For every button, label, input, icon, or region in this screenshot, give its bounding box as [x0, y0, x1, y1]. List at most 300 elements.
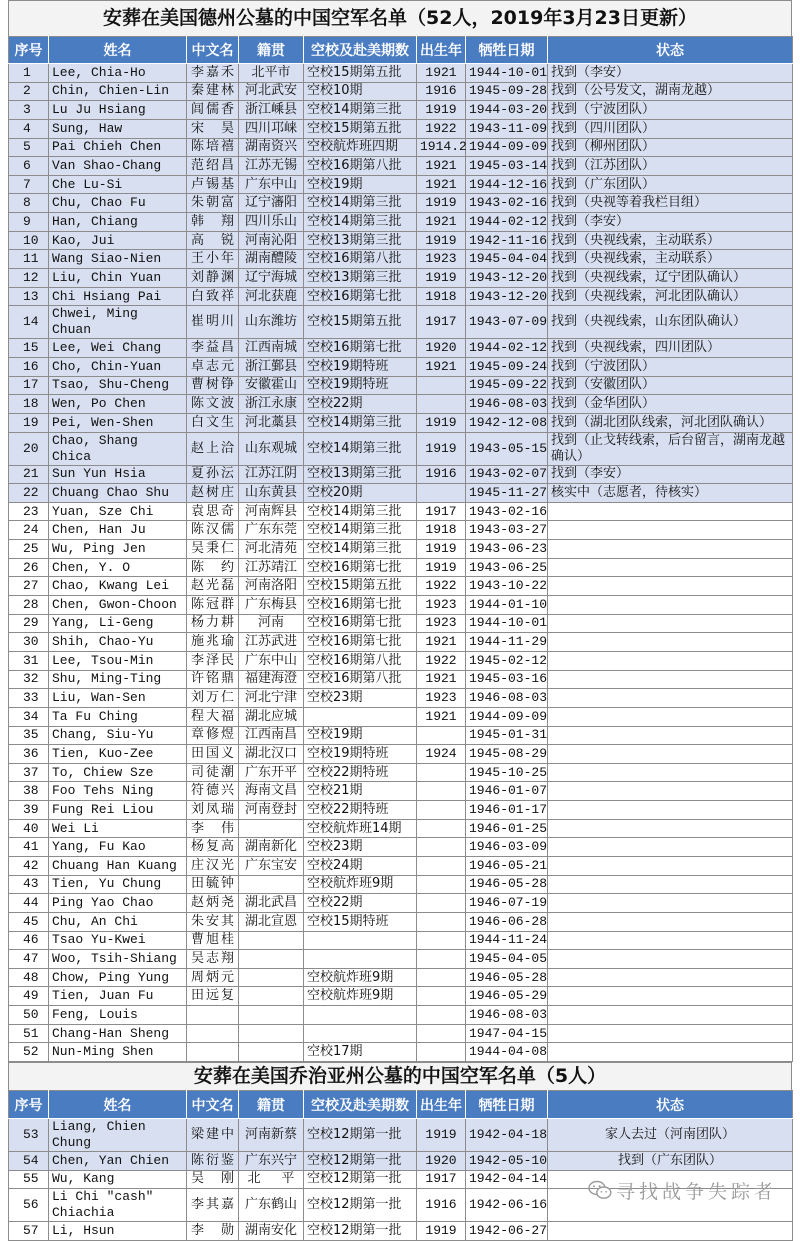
table-body [9, 64, 793, 1062]
romanized-name-cell: Lee, Chia-Ho [49, 64, 187, 83]
birth-year-cell [417, 782, 466, 801]
chinese-name-cell: 田国义 [187, 745, 239, 764]
academy-class-cell: 空校16期第七批 [304, 596, 417, 615]
academy-class-cell: 空校航炸班14期 [304, 819, 417, 838]
native-place-cell [239, 1043, 304, 1062]
romanized-name-cell: Yang, Fu Kao [49, 838, 187, 857]
native-place-cell: 湖南安化 [239, 1222, 304, 1241]
birth-year-cell: 1919 [417, 194, 466, 213]
table-row [9, 1006, 793, 1025]
native-place-cell: 江苏靖江 [239, 558, 304, 577]
status-cell: 找到（止戈转线索，后台留言，湖南龙越确认） [548, 432, 793, 465]
romanized-name-cell: Chang-Han Sheng [49, 1024, 187, 1043]
birth-year-cell: 1919 [417, 558, 466, 577]
native-place-cell: 四川邛崃 [239, 119, 304, 138]
header-name: 姓名 [49, 1091, 187, 1119]
death-date-cell: 1946-08-03 [466, 1006, 548, 1025]
row-number-cell: 34 [9, 707, 49, 726]
header-row [9, 37, 793, 64]
romanized-name-cell: Tien, Juan Fu [49, 987, 187, 1006]
native-place-cell [239, 1006, 304, 1025]
table-row [9, 101, 793, 120]
birth-year-cell: 1916 [417, 82, 466, 101]
romanized-name-cell: Lu Ju Hsiang [49, 101, 187, 120]
georgia-burial-table [8, 1090, 793, 1241]
academy-class-cell: 空校14期第三批 [304, 432, 417, 465]
status-cell: 找到（广东团队） [548, 175, 793, 194]
status-cell [548, 726, 793, 745]
academy-class-cell: 空校12期第一批 [304, 1189, 417, 1222]
academy-class-cell: 空校19期 [304, 175, 417, 194]
death-date-cell: 1943-12-20 [466, 287, 548, 306]
chinese-name-cell: 李 勋 [187, 1222, 239, 1241]
birth-year-cell: 1916 [417, 465, 466, 484]
row-number-cell: 39 [9, 801, 49, 820]
table-row [9, 157, 793, 176]
romanized-name-cell: Fung Rei Liou [49, 801, 187, 820]
romanized-name-cell: Pei, Wen-Shen [49, 413, 187, 432]
native-place-cell: 江苏无锡 [239, 157, 304, 176]
death-date-cell: 1943-03-27 [466, 521, 548, 540]
birth-year-cell: 1920 [417, 339, 466, 358]
romanized-name-cell: Chang, Siu-Yu [49, 726, 187, 745]
native-place-cell: 河北武安 [239, 82, 304, 101]
romanized-name-cell: Kao, Jui [49, 231, 187, 250]
academy-class-cell: 空校12期第一批 [304, 1119, 417, 1152]
table-row [9, 194, 793, 213]
native-place-cell: 河北获鹿 [239, 287, 304, 306]
chinese-name-cell: 卢锡基 [187, 175, 239, 194]
academy-class-cell [304, 950, 417, 969]
table-row [9, 413, 793, 432]
birth-year-cell [417, 838, 466, 857]
academy-class-cell: 空校19期特班 [304, 357, 417, 376]
table-row [9, 801, 793, 820]
table-row [9, 894, 793, 913]
academy-class-cell [304, 1024, 417, 1043]
romanized-name-cell: Shih, Chao-Yu [49, 633, 187, 652]
birth-year-cell: 1919 [417, 269, 466, 288]
status-cell [548, 801, 793, 820]
birth-year-cell: 1919 [417, 432, 466, 465]
birth-year-cell: 1923 [417, 250, 466, 269]
row-number-cell: 4 [9, 119, 49, 138]
status-cell [548, 856, 793, 875]
romanized-name-cell: Che Lu-Si [49, 175, 187, 194]
row-number-cell: 16 [9, 357, 49, 376]
romanized-name-cell: Chen, Han Ju [49, 521, 187, 540]
native-place-cell: 浙江嵊县 [239, 101, 304, 120]
birth-year-cell [417, 968, 466, 987]
academy-class-cell: 空校22期特班 [304, 763, 417, 782]
birth-year-cell: 1921 [417, 633, 466, 652]
birth-year-cell [417, 912, 466, 931]
row-number-cell: 17 [9, 376, 49, 395]
table-row [9, 64, 793, 83]
native-place-cell [239, 819, 304, 838]
birth-year-cell [417, 875, 466, 894]
death-date-cell: 1946-08-03 [466, 395, 548, 414]
table-row [9, 707, 793, 726]
status-cell [548, 1222, 793, 1241]
table-row [9, 1222, 793, 1241]
native-place-cell: 湖北武昌 [239, 894, 304, 913]
academy-class-cell: 空校14期第三批 [304, 101, 417, 120]
chinese-name-cell: 李益昌 [187, 339, 239, 358]
row-number-cell: 15 [9, 339, 49, 358]
row-number-cell: 11 [9, 250, 49, 269]
birth-year-cell: 1916 [417, 1189, 466, 1222]
birth-year-cell [417, 1043, 466, 1062]
row-number-cell: 47 [9, 950, 49, 969]
status-cell: 家人去过（河南团队） [548, 1119, 793, 1152]
row-number-cell: 5 [9, 138, 49, 157]
native-place-cell: 山东观城 [239, 432, 304, 465]
romanized-name-cell: Han, Chiang [49, 213, 187, 232]
native-place-cell: 广东宝安 [239, 856, 304, 875]
chinese-name-cell: 杨力耕 [187, 614, 239, 633]
death-date-cell: 1945-09-22 [466, 376, 548, 395]
chinese-name-cell: 庄汉光 [187, 856, 239, 875]
status-cell [548, 689, 793, 708]
chinese-name-cell: 陈冠群 [187, 596, 239, 615]
academy-class-cell: 空校12期第一批 [304, 1222, 417, 1241]
death-date-cell: 1944-02-12 [466, 213, 548, 232]
chinese-name-cell: 韩 翔 [187, 213, 239, 232]
romanized-name-cell: Yang, Li-Geng [49, 614, 187, 633]
native-place-cell: 湖北汉口 [239, 745, 304, 764]
death-date-cell: 1942-12-08 [466, 413, 548, 432]
chinese-name-cell: 曹树铮 [187, 376, 239, 395]
table-row [9, 1189, 793, 1222]
death-date-cell: 1945-09-24 [466, 357, 548, 376]
table-row [9, 950, 793, 969]
chinese-name-cell: 刘凤瑞 [187, 801, 239, 820]
chinese-name-cell: 李泽民 [187, 651, 239, 670]
native-place-cell: 河南登封 [239, 801, 304, 820]
table-row [9, 651, 793, 670]
native-place-cell: 广东中山 [239, 651, 304, 670]
native-place-cell [239, 1024, 304, 1043]
chinese-name-cell: 杨复高 [187, 838, 239, 857]
row-number-cell: 46 [9, 931, 49, 950]
status-cell [548, 912, 793, 931]
status-cell [548, 1189, 793, 1222]
row-number-cell: 55 [9, 1170, 49, 1189]
death-date-cell: 1944-04-08 [466, 1043, 548, 1062]
chinese-name-cell: 闾儒香 [187, 101, 239, 120]
academy-class-cell: 空校14期第三批 [304, 413, 417, 432]
row-number-cell: 8 [9, 194, 49, 213]
native-place-cell: 广东鹤山 [239, 1189, 304, 1222]
romanized-name-cell: Li Chi "cash" Chiachia [49, 1189, 187, 1222]
row-number-cell: 29 [9, 614, 49, 633]
table-row [9, 540, 793, 559]
birth-year-cell: 1921 [417, 213, 466, 232]
romanized-name-cell: Chow, Ping Yung [49, 968, 187, 987]
native-place-cell: 安徽霍山 [239, 376, 304, 395]
native-place-cell [239, 931, 304, 950]
academy-class-cell [304, 707, 417, 726]
native-place-cell: 湖南新化 [239, 838, 304, 857]
row-number-cell: 30 [9, 633, 49, 652]
academy-class-cell: 空校14期第三批 [304, 540, 417, 559]
birth-year-cell: 1924 [417, 745, 466, 764]
chinese-name-cell: 吴志翔 [187, 950, 239, 969]
chinese-name-cell: 程大福 [187, 707, 239, 726]
academy-class-cell: 空校14期第三批 [304, 502, 417, 521]
status-cell: 找到（央视线索，河北团队确认） [548, 287, 793, 306]
chinese-name-cell: 陈文波 [187, 395, 239, 414]
academy-class-cell: 空校12期第一批 [304, 1152, 417, 1171]
row-number-cell: 56 [9, 1189, 49, 1222]
status-cell [548, 558, 793, 577]
death-date-cell: 1944-09-09 [466, 138, 548, 157]
birth-year-cell [417, 856, 466, 875]
status-cell [548, 1006, 793, 1025]
chinese-name-cell [187, 1043, 239, 1062]
status-cell [548, 651, 793, 670]
death-date-cell: 1942-06-27 [466, 1222, 548, 1241]
status-cell: 找到（安徽团队） [548, 376, 793, 395]
birth-year-cell: 1918 [417, 521, 466, 540]
row-number-cell: 50 [9, 1006, 49, 1025]
academy-class-cell: 空校19期特班 [304, 745, 417, 764]
status-cell [548, 894, 793, 913]
table-row [9, 269, 793, 288]
romanized-name-cell: Wei Li [49, 819, 187, 838]
romanized-name-cell: Van Shao-Chang [49, 157, 187, 176]
native-place-cell: 河南沁阳 [239, 231, 304, 250]
row-number-cell: 40 [9, 819, 49, 838]
status-cell: 找到（央视线索，辽宁团队确认） [548, 269, 793, 288]
row-number-cell: 23 [9, 502, 49, 521]
chinese-name-cell: 袁思奇 [187, 502, 239, 521]
row-number-cell: 52 [9, 1043, 49, 1062]
table-row [9, 213, 793, 232]
native-place-cell: 浙江永康 [239, 395, 304, 414]
status-cell [548, 745, 793, 764]
status-cell [548, 950, 793, 969]
native-place-cell: 四川乐山 [239, 213, 304, 232]
academy-class-cell: 空校17期 [304, 1043, 417, 1062]
status-cell: 找到（宁波团队） [548, 101, 793, 120]
native-place-cell: 江西南昌 [239, 726, 304, 745]
romanized-name-cell: Liu, Chin Yuan [49, 269, 187, 288]
native-place-cell: 湖南资兴 [239, 138, 304, 157]
native-place-cell: 广东兴宁 [239, 1152, 304, 1171]
table-row [9, 1152, 793, 1171]
status-cell: 找到（金华团队） [548, 395, 793, 414]
native-place-cell: 北平市 [239, 64, 304, 83]
death-date-cell: 1942-04-14 [466, 1170, 548, 1189]
table-row [9, 521, 793, 540]
birth-year-cell [417, 894, 466, 913]
header-name: 姓名 [49, 37, 187, 64]
death-date-cell: 1942-06-16 [466, 1189, 548, 1222]
birth-year-cell [417, 950, 466, 969]
table-row [9, 726, 793, 745]
death-date-cell: 1945-04-05 [466, 950, 548, 969]
academy-class-cell: 空校19期特班 [304, 376, 417, 395]
birth-year-cell: 1921 [417, 175, 466, 194]
chinese-name-cell: 赵树庄 [187, 484, 239, 503]
romanized-name-cell: To, Chiew Sze [49, 763, 187, 782]
row-number-cell: 13 [9, 287, 49, 306]
academy-class-cell: 空校13期第三批 [304, 269, 417, 288]
death-date-cell: 1944-01-10 [466, 596, 548, 615]
birth-year-cell: 1919 [417, 101, 466, 120]
romanized-name-cell: Li, Hsun [49, 1222, 187, 1241]
romanized-name-cell: Sung, Haw [49, 119, 187, 138]
academy-class-cell: 空校16期第八批 [304, 651, 417, 670]
romanized-name-cell: Wu, Kang [49, 1170, 187, 1189]
native-place-cell: 广东中山 [239, 175, 304, 194]
death-date-cell: 1945-04-04 [466, 250, 548, 269]
table-row [9, 250, 793, 269]
chinese-name-cell: 李其嘉 [187, 1189, 239, 1222]
table-row [9, 1043, 793, 1062]
header-birth-year: 出生年 [417, 1091, 466, 1119]
romanized-name-cell: Liu, Wan-Sen [49, 689, 187, 708]
birth-year-cell: 1919 [417, 1222, 466, 1241]
row-number-cell: 26 [9, 558, 49, 577]
row-number-cell: 20 [9, 432, 49, 465]
row-number-cell: 28 [9, 596, 49, 615]
death-date-cell: 1946-07-19 [466, 894, 548, 913]
birth-year-cell: 1919 [417, 540, 466, 559]
romanized-name-cell: Chao, Kwang Lei [49, 577, 187, 596]
status-cell: 找到（广东团队） [548, 1152, 793, 1171]
birth-year-cell [417, 987, 466, 1006]
table-row [9, 357, 793, 376]
death-date-cell: 1947-04-15 [466, 1024, 548, 1043]
birth-year-cell [417, 376, 466, 395]
academy-class-cell: 空校14期第三批 [304, 521, 417, 540]
academy-class-cell: 空校22期 [304, 894, 417, 913]
death-date-cell: 1946-01-07 [466, 782, 548, 801]
native-place-cell [239, 987, 304, 1006]
header-row [9, 1091, 793, 1119]
table-row [9, 175, 793, 194]
death-date-cell: 1943-05-15 [466, 432, 548, 465]
chinese-name-cell: 卓志元 [187, 357, 239, 376]
status-cell [548, 707, 793, 726]
academy-class-cell: 空校23期 [304, 838, 417, 857]
death-date-cell: 1946-01-25 [466, 819, 548, 838]
status-cell [548, 987, 793, 1006]
table-row [9, 577, 793, 596]
table-row [9, 596, 793, 615]
romanized-name-cell: Chen, Y. O [49, 558, 187, 577]
romanized-name-cell: Tien, Kuo-Zee [49, 745, 187, 764]
native-place-cell: 北 平 [239, 1170, 304, 1189]
native-place-cell: 河南辉县 [239, 502, 304, 521]
birth-year-cell: 1923 [417, 689, 466, 708]
academy-class-cell: 空校20期 [304, 484, 417, 503]
native-place-cell: 河北宁津 [239, 689, 304, 708]
table-row [9, 484, 793, 503]
romanized-name-cell: Liang, Chien Chung [49, 1119, 187, 1152]
chinese-name-cell: 刘静渊 [187, 269, 239, 288]
death-date-cell: 1944-09-09 [466, 707, 548, 726]
status-cell: 找到（李安） [548, 465, 793, 484]
death-date-cell: 1943-07-09 [466, 306, 548, 339]
death-date-cell: 1943-02-16 [466, 194, 548, 213]
status-cell [548, 521, 793, 540]
row-number-cell: 43 [9, 875, 49, 894]
header-academy-class: 空校及赴美期数 [304, 37, 417, 64]
table-row [9, 968, 793, 987]
birth-year-cell: 1922 [417, 119, 466, 138]
chinese-name-cell: 高 锐 [187, 231, 239, 250]
academy-class-cell: 空校15期第五批 [304, 119, 417, 138]
table-row [9, 138, 793, 157]
birth-year-cell: 1917 [417, 1170, 466, 1189]
chinese-name-cell: 崔明川 [187, 306, 239, 339]
table-row [9, 931, 793, 950]
death-date-cell: 1946-05-28 [466, 968, 548, 987]
table-row [9, 287, 793, 306]
academy-class-cell: 空校15期第五批 [304, 306, 417, 339]
birth-year-cell [417, 484, 466, 503]
academy-class-cell: 空校航炸班9期 [304, 987, 417, 1006]
academy-class-cell: 空校16期第七批 [304, 339, 417, 358]
chinese-name-cell: 陈 约 [187, 558, 239, 577]
row-number-cell: 41 [9, 838, 49, 857]
romanized-name-cell: Lee, Wei Chang [49, 339, 187, 358]
academy-class-cell: 空校航炸班9期 [304, 968, 417, 987]
romanized-name-cell: Lee, Tsou-Min [49, 651, 187, 670]
academy-class-cell: 空校19期 [304, 726, 417, 745]
academy-class-cell [304, 1006, 417, 1025]
death-date-cell: 1945-02-12 [466, 651, 548, 670]
status-cell [548, 502, 793, 521]
table-row [9, 119, 793, 138]
romanized-name-cell: Foo Tehs Ning [49, 782, 187, 801]
row-number-cell: 10 [9, 231, 49, 250]
native-place-cell: 福建海澄 [239, 670, 304, 689]
death-date-cell: 1946-05-28 [466, 875, 548, 894]
chinese-name-cell: 白文生 [187, 413, 239, 432]
row-number-cell: 37 [9, 763, 49, 782]
native-place-cell: 广东东莞 [239, 521, 304, 540]
header-death-date: 牺牲日期 [466, 1091, 548, 1119]
row-number-cell: 12 [9, 269, 49, 288]
chinese-name-cell: 吴 刚 [187, 1170, 239, 1189]
death-date-cell: 1943-10-22 [466, 577, 548, 596]
chinese-name-cell: 李 伟 [187, 819, 239, 838]
status-cell [548, 1024, 793, 1043]
birth-year-cell: 1917 [417, 306, 466, 339]
birth-year-cell: 1921 [417, 357, 466, 376]
watermark-text: 寻找战争失踪者 [616, 1181, 778, 1203]
birth-year-cell: 1921 [417, 670, 466, 689]
table-row [9, 465, 793, 484]
chinese-name-cell: 赵光磊 [187, 577, 239, 596]
status-cell [548, 819, 793, 838]
chinese-name-cell: 陈培禧 [187, 138, 239, 157]
chinese-name-cell: 陈汉儒 [187, 521, 239, 540]
native-place-cell: 辽宁海城 [239, 269, 304, 288]
academy-class-cell: 空校16期第七批 [304, 614, 417, 633]
native-place-cell: 河南 [239, 614, 304, 633]
native-place-cell [239, 950, 304, 969]
chinese-name-cell: 刘万仁 [187, 689, 239, 708]
death-date-cell: 1946-05-21 [466, 856, 548, 875]
academy-class-cell: 空校16期第七批 [304, 633, 417, 652]
romanized-name-cell: Feng, Louis [49, 1006, 187, 1025]
